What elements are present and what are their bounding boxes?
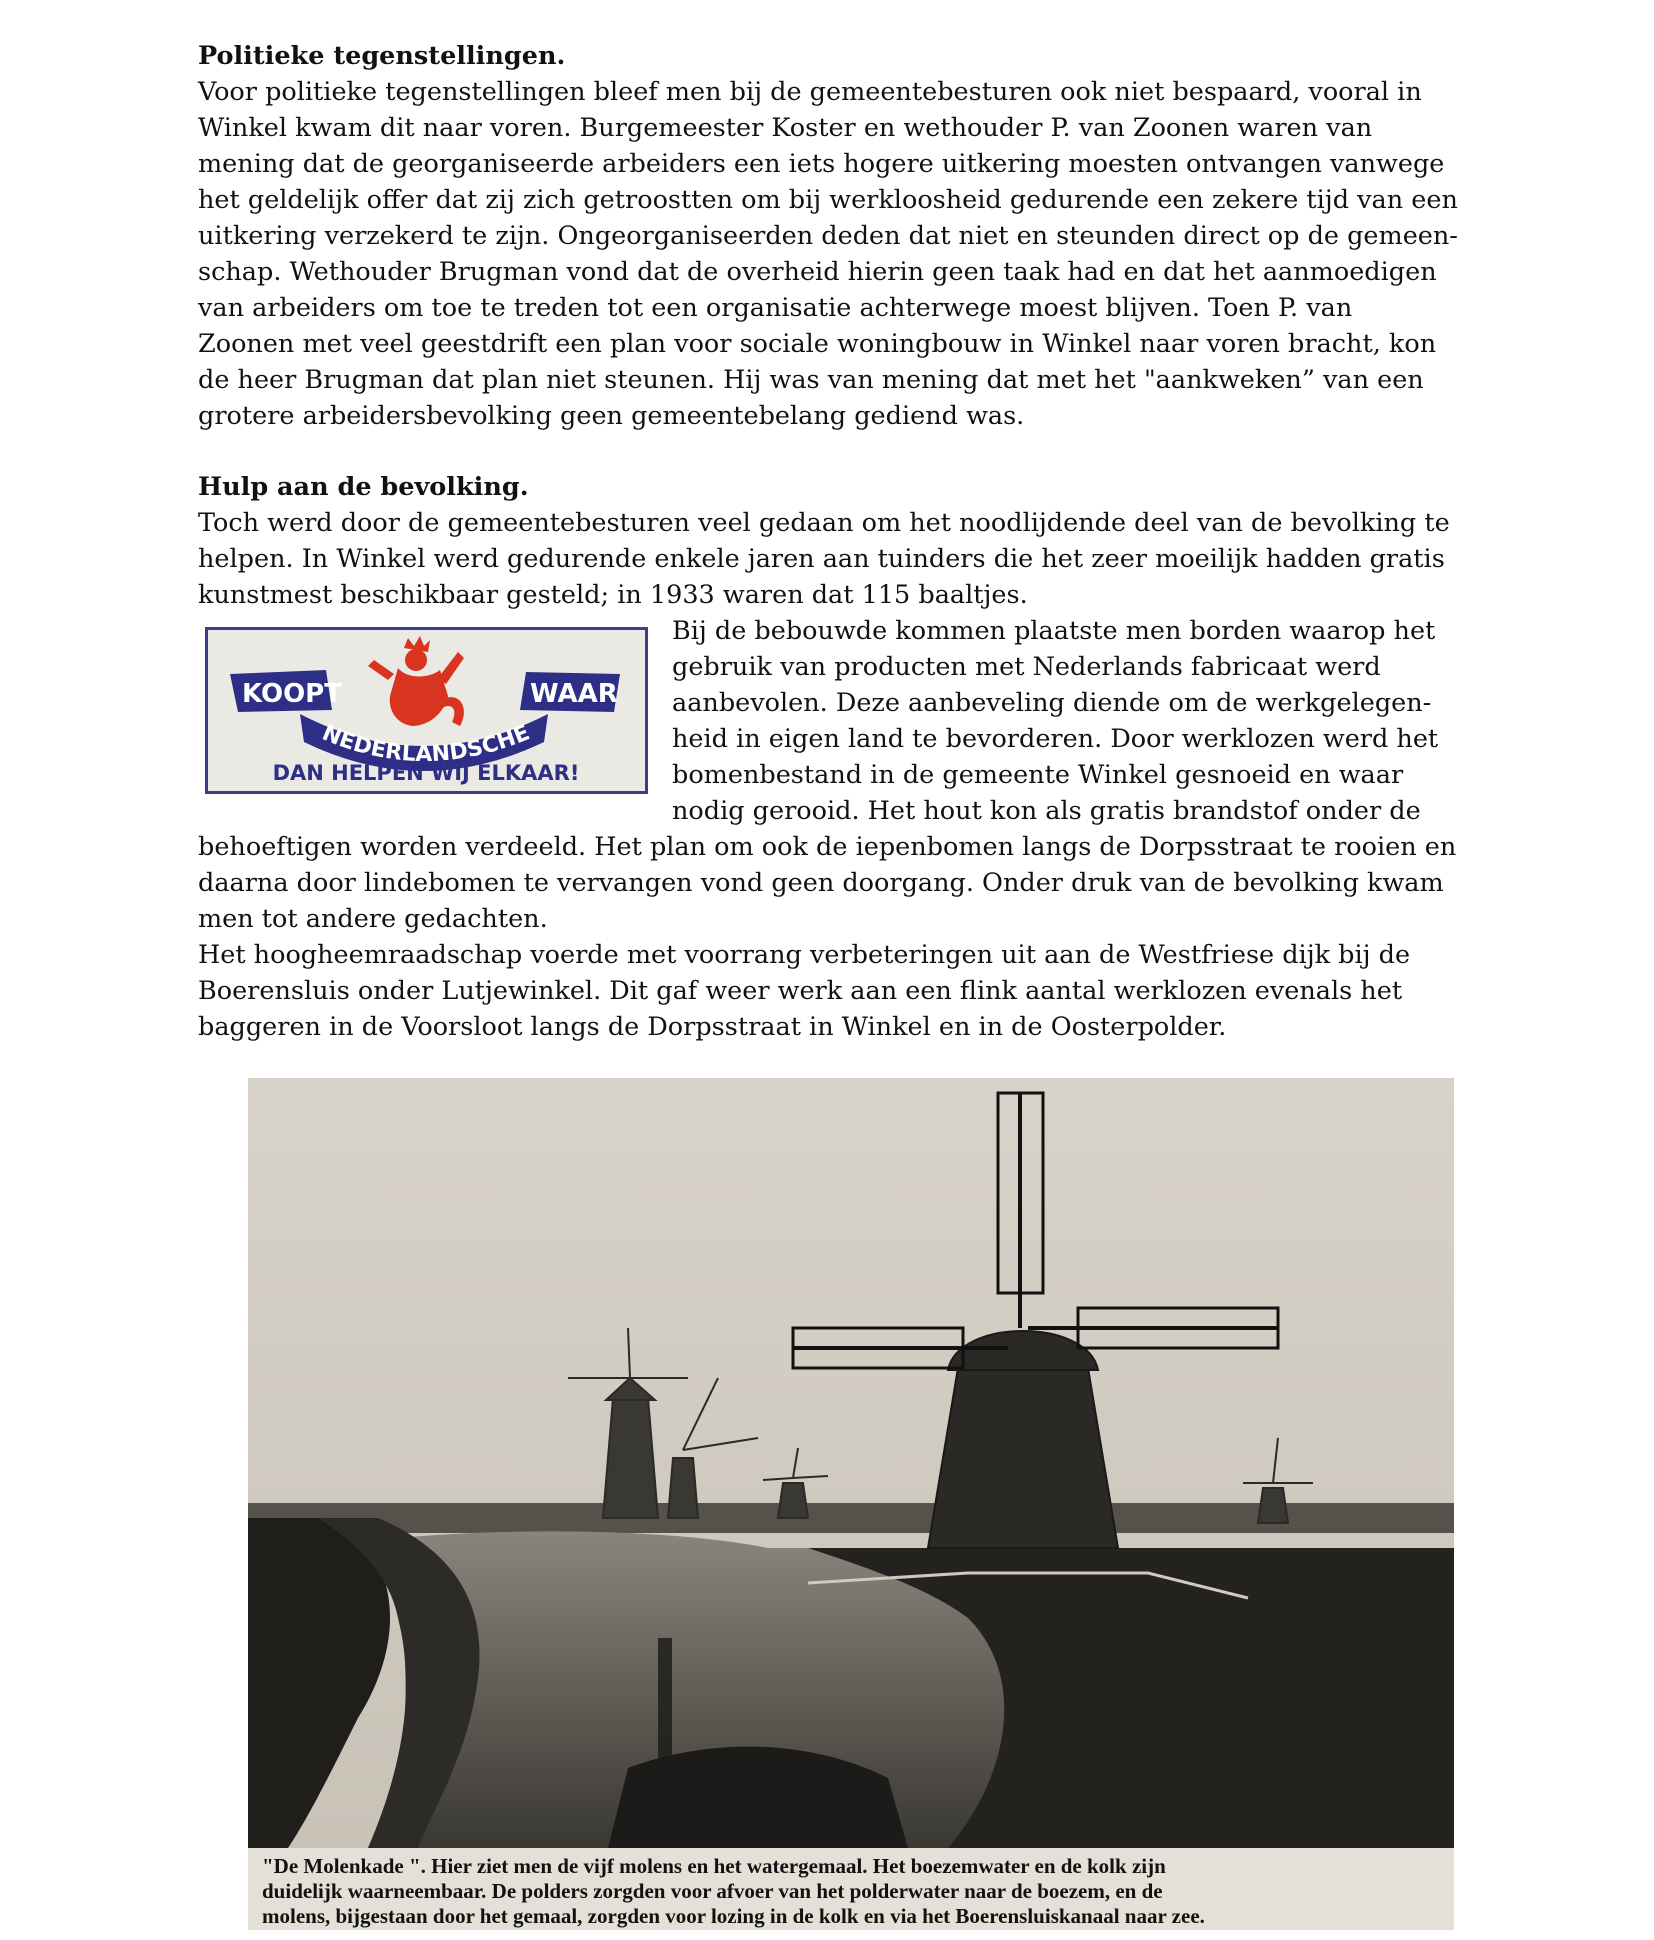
paragraph-line: Bij de bebouwde kommen plaatste men borden waarop het <box>672 616 1436 646</box>
paragraph-line: schap. Wethouder Brugman vond dat de overheid hierin geen taak had en dat het aanmoedigen <box>198 257 1437 287</box>
paragraph-line: behoeftigen worden verdeeld. Het plan om ook de iepenbomen langs de Dorpsstraat te rooien en <box>198 832 1457 862</box>
paragraph-line: de heer Brugman dat plan niet steunen. Hij was van mening dat met het "aankweken” van een <box>198 365 1424 395</box>
paragraph-line: helpen. In Winkel werd gedurende enkele jaren aan tuinders die het zeer moeilijk hadden gratis <box>198 544 1445 574</box>
paragraph-line: daarna door lindebomen te vervangen vond geen doorgang. Onder druk van de bevolking kwam <box>198 868 1444 898</box>
paragraph-line: mening dat de georganiseerde arbeiders een iets hogere uitkering moesten ontvangen vanwege <box>198 149 1445 179</box>
paragraph-line: Voor politieke tegenstellingen bleef men bij de gemeentebesturen ook niet bespaard, vooral in <box>198 77 1422 107</box>
paragraph-line: het geldelijk offer dat zij zich getroostten om bij werkloosheid gedurende een zekere tijd van een <box>198 185 1458 215</box>
koopt-nederlandsche-waar-sign <box>205 627 648 794</box>
photo-caption <box>248 1848 1454 1930</box>
paragraph-line: uitkering verzekerd te zijn. Ongeorganiseerden deden dat niet en steunden direct op de gemeen- <box>198 221 1458 251</box>
sign-right-word: WAAR <box>530 679 618 709</box>
paragraph-line: Winkel kwam dit naar voren. Burgemeester Koster en wethouder P. van Zoonen waren van <box>198 113 1373 143</box>
sign-graphic <box>208 630 645 791</box>
paragraph-line: grotere arbeidersbevolking geen gemeentebelang gediend was. <box>198 401 1025 431</box>
paragraph-line: Toch werd door de gemeentebesturen veel gedaan om het noodlijdende deel van de bevolking te <box>198 508 1450 538</box>
paragraph-line: van arbeiders om toe te treden tot een organisatie achterwege moest blijven. Toen P. van <box>198 293 1353 323</box>
paragraph-line: men tot andere gedachten. <box>198 904 548 934</box>
sign-left-word: KOOPT <box>242 679 342 709</box>
paragraph-line: gebruik van producten met Nederlands fabricaat werd <box>672 652 1381 682</box>
caption-line: molens, bijgestaan door het gemaal, zorgden voor lozing in de kolk en via het Boerensluiskanaal naar zee. <box>262 1904 1205 1928</box>
paragraph-line: aanbevolen. Deze aanbeveling diende om de werkgelegen- <box>672 688 1432 718</box>
paragraph-line: Zoonen met veel geestdrift een plan voor sociale woningbouw in Winkel naar voren bracht, kon <box>198 329 1437 359</box>
paragraph-line: kunstmest beschikbaar gesteld; in 1933 waren dat 115 baaltjes. <box>198 580 1028 610</box>
paragraph-line: bomenbestand in de gemeente Winkel gesnoeid en waar <box>672 760 1404 790</box>
section-heading-help: Hulp aan de bevolking. <box>198 472 529 502</box>
sign-arc-word: NEDERLANDSCHE <box>318 720 534 768</box>
paragraph-line: baggeren in de Voorsloot langs de Dorpsstraat in Winkel en in de Oosterpolder. <box>198 1012 1227 1042</box>
paragraph-line: Boerensluis onder Lutjewinkel. Dit gaf weer werk aan een flink aantal werklozen evenals het <box>198 976 1403 1006</box>
section-help <box>198 469 1468 613</box>
continued-paragraph <box>198 829 1468 1045</box>
paragraph-line: nodig gerooid. Het hout kon als gratis brandstof onder de <box>672 796 1421 826</box>
paragraph-line: Het hoogheemraadschap voerde met voorrang verbeteringen uit aan de Westfriese dijk bij de <box>198 940 1411 970</box>
section-politics <box>198 38 1468 434</box>
caption-line: duidelijk waarneembaar. De polders zorgden voor afvoer van het polderwater naar de boezem, en de <box>262 1879 1163 1903</box>
sign-bottom-line: DAN HELPEN WIJ ELKAAR! <box>272 761 580 785</box>
section-heading-politics: Politieke tegenstellingen. <box>198 41 566 71</box>
windmill-scene <box>248 1078 1454 1848</box>
paragraph-line: heid in eigen land te bevorderen. Door werklozen werd het <box>672 724 1439 754</box>
caption-line: "De Molenkade ". Hier ziet men de vijf molens en het watergemaal. Het boezemwater en de kolk zijn <box>262 1854 1166 1878</box>
windmill-photo <box>248 1078 1454 1930</box>
side-paragraph <box>672 613 1472 829</box>
